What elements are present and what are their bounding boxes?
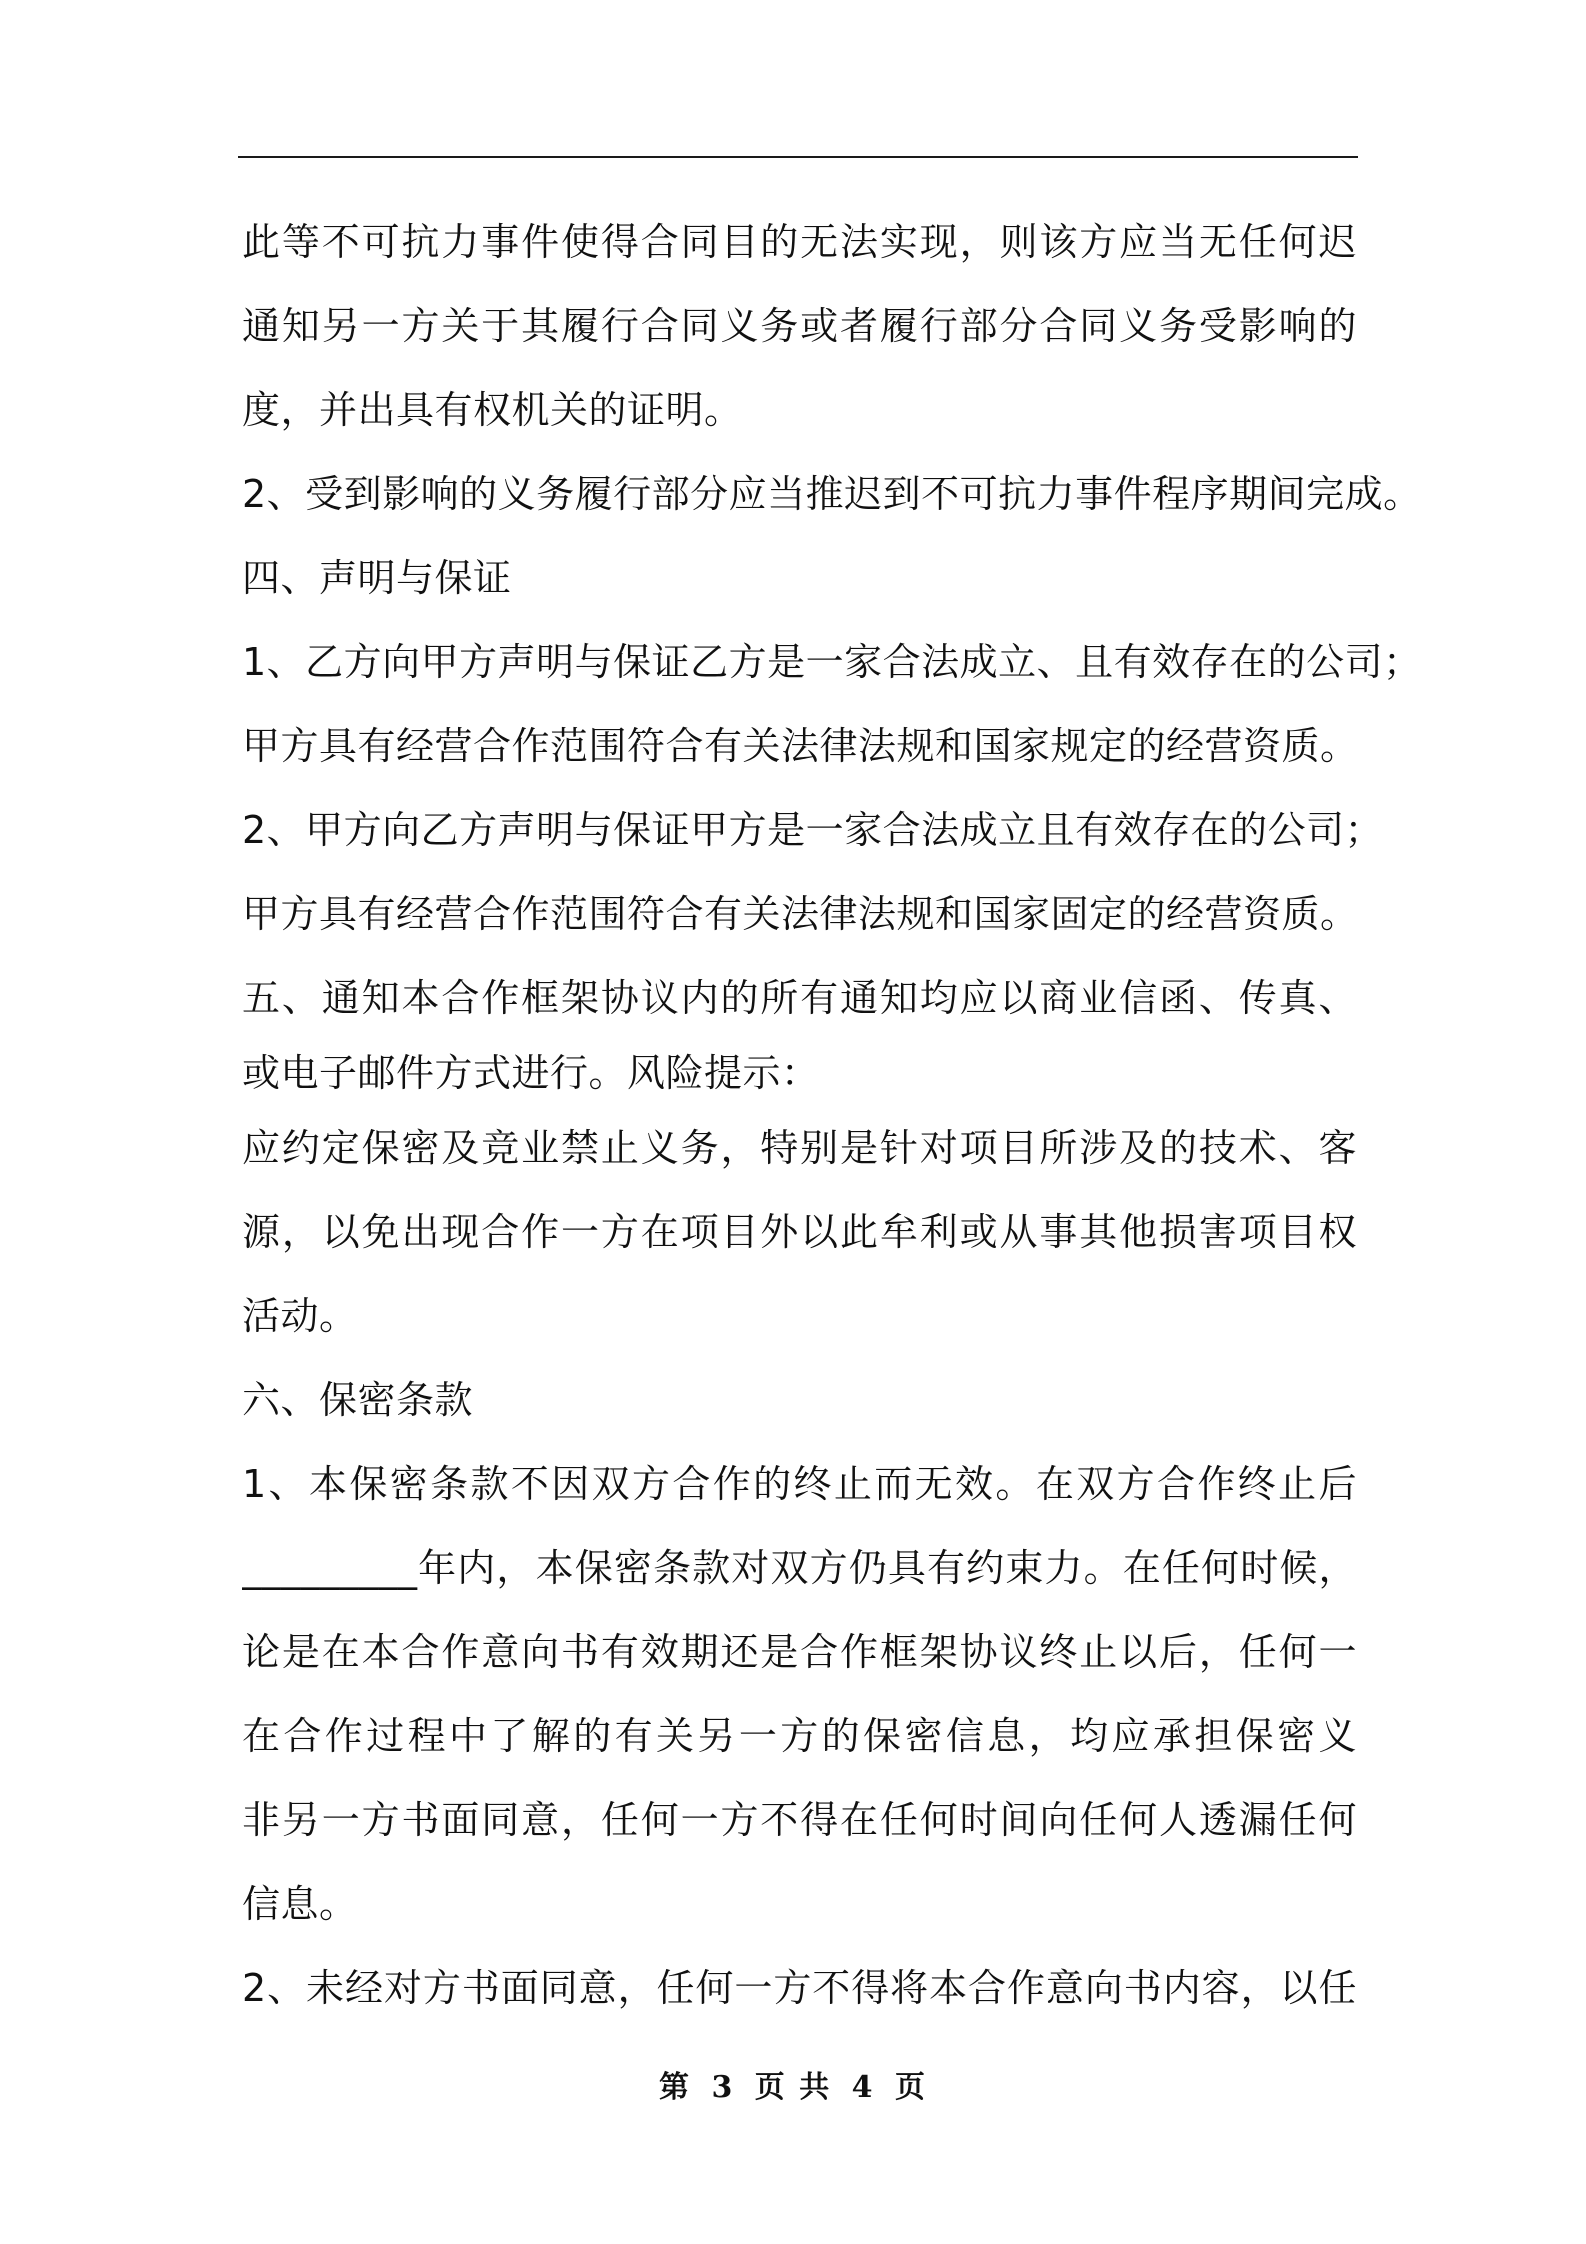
footer-prefix: 第 xyxy=(658,2070,691,2105)
body-line: 度，并出具有权机关的证明。 xyxy=(242,388,743,432)
body-line: 2、甲方向乙方声明与保证甲方是一家合法成立且有效存在的公司； xyxy=(242,808,1384,852)
body-line: 1、乙方向甲方声明与保证乙方是一家合法成立、且有效存在的公司； xyxy=(242,640,1422,684)
body-line: 论是在本合作意向书有效期还是合作框架协议终止以后，任何一 xyxy=(242,1630,1357,1674)
body-line: 通知另一方关于其履行合同义务或者履行部分合同义务受影响的 xyxy=(242,304,1357,348)
body-line: 应约定保密及竞业禁止义务，特别是针对项目所涉及的技术、客 xyxy=(242,1126,1357,1170)
section-heading: 五、通知本合作框架协议内的所有通知均应以商业信函、传真、 xyxy=(242,976,1357,1020)
current-page-number: 3 xyxy=(711,2070,735,2105)
body-line: 1、本保密条款不因双方合作的终止而无效。在双方合作终止后 xyxy=(242,1462,1357,1506)
body-line: 源，以免出现合作一方在项目外以此牟利或从事其他损害项目权 xyxy=(242,1210,1357,1254)
body-line: 活动。 xyxy=(242,1294,358,1338)
section-heading: 四、声明与保证 xyxy=(242,556,512,600)
body-line: 2、未经对方书面同意，任何一方不得将本合作意向书内容，以任 xyxy=(242,1966,1357,2010)
section-heading: 六、保密条款 xyxy=(242,1378,474,1422)
page-footer xyxy=(0,2062,1586,2106)
header-rule xyxy=(238,156,1358,158)
footer-suffix: 页 xyxy=(895,2070,927,2105)
footer-middle: 页 共 xyxy=(754,2070,832,2105)
body-line: 甲方具有经营合作范围符合有关法律法规和国家规定的经营资质。 xyxy=(242,724,1359,768)
body-line: _________年内，本保密条款对双方仍具有约束力。在任何时候， xyxy=(242,1546,1357,1590)
body-line: 非另一方书面同意，任何一方不得在任何时间向任何人透漏任何 xyxy=(242,1798,1357,1842)
body-line: 甲方具有经营合作范围符合有关法律法规和国家固定的经营资质。 xyxy=(242,892,1359,936)
body-line: 或电子邮件方式进行。风险提示： xyxy=(242,1051,820,1095)
body-line: 此等不可抗力事件使得合同目的无法实现，则该方应当无任何迟 xyxy=(242,220,1357,264)
document-body xyxy=(242,200,1422,2030)
body-line: 在合作过程中了解的有关另一方的保密信息，均应承担保密义 xyxy=(242,1714,1357,1758)
body-line: 信息。 xyxy=(242,1882,358,1926)
total-page-number: 4 xyxy=(851,2070,875,2105)
body-line: 2、受到影响的义务履行部分应当推迟到不可抗力事件程序期间完成。 xyxy=(242,472,1422,516)
